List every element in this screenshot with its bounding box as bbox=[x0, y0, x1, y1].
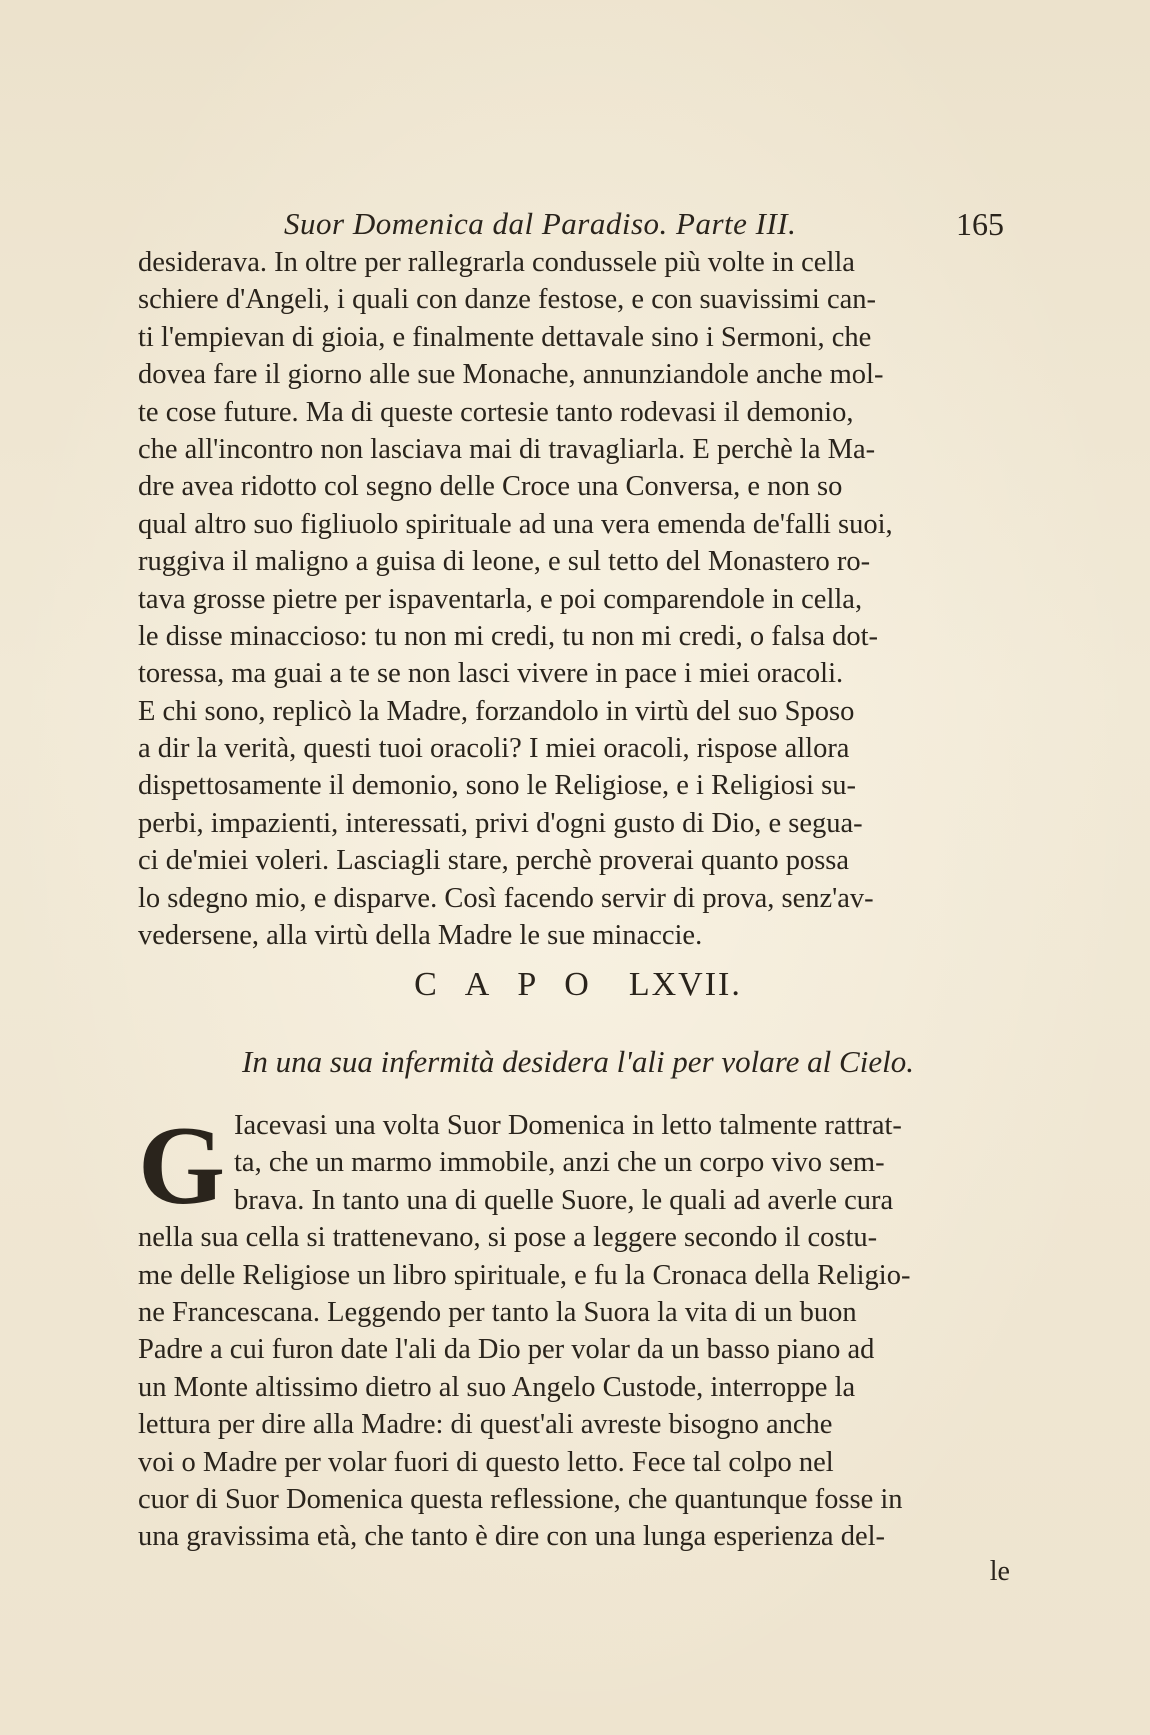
text-line: ci de'miei voleri. Lasciagli stare, perchè proverai quanto possa bbox=[138, 845, 850, 877]
text-line: dovea fare il giorno alle sue Monache, annunziandole anche mol- bbox=[138, 359, 884, 391]
text-line: te cose future. Ma di queste cortesie tanto rodevasi il demonio, bbox=[138, 396, 854, 428]
text-line: una gravissima età, che tanto è dire con una lunga esperienza del- bbox=[138, 1521, 886, 1553]
text-line: qual altro suo figliuolo spirituale ad una vera emenda de'falli suoi, bbox=[138, 508, 893, 540]
chapter-subtitle: In una sua infermità desidera l'ali per volare al Cielo. bbox=[242, 1044, 914, 1079]
text-line: perbi, impazienti, interessati, privi d'ogni gusto di Dio, e segua- bbox=[138, 807, 863, 839]
text-line: toressa, ma guai a te se non lasci vivere in pace i miei oracoli. bbox=[138, 658, 844, 690]
text-line: le disse minaccioso: tu non mi credi, tu non mi credi, o falsa dot- bbox=[138, 620, 879, 652]
text-line: ruggiva il maligno a guisa di leone, e sul tetto del Monastero ro- bbox=[138, 546, 871, 578]
chapter-heading bbox=[138, 966, 1018, 1004]
text-line: un Monte altissimo dietro al suo Angelo Custode, interroppe la bbox=[138, 1371, 856, 1403]
text-line: ne Francescana. Leggendo per tanto la Suora la vita di un buon bbox=[138, 1296, 857, 1328]
running-head bbox=[138, 206, 1018, 246]
text-line: vedersene, alla virtù della Madre le sue minaccie. bbox=[138, 920, 703, 952]
text-line: lettura per dire alla Madre: di quest'ali avreste bisogno anche bbox=[138, 1409, 833, 1441]
text-line: Iacevasi una volta Suor Domenica in letto talmente rattrat- bbox=[234, 1110, 902, 1141]
text-line: desiderava. In oltre per rallegrarla condussele più volte in cella bbox=[138, 247, 855, 278]
text-line: cuor di Suor Domenica questa reflessione, che quantunque fosse in bbox=[138, 1483, 903, 1515]
text-line: Padre a cui furon date l'ali da Dio per volar da un basso piano ad bbox=[138, 1334, 875, 1366]
text-line: a dir la verità, questi tuoi oracoli? I miei oracoli, rispose allora bbox=[138, 733, 850, 765]
text-line: dre avea ridotto col segno delle Croce una Conversa, e non so bbox=[138, 471, 843, 503]
running-title: Suor Domenica dal Paradiso. Parte III. bbox=[284, 206, 797, 241]
text-line: E chi sono, replicò la Madre, forzandolo in virtù del suo Sposo bbox=[138, 695, 855, 727]
page-number: 165 bbox=[956, 206, 1004, 242]
paragraph-1 bbox=[138, 244, 1018, 954]
text-line: me delle Religiose un libro spirituale, e fu la Cronaca della Religio- bbox=[138, 1259, 911, 1291]
drop-cap: G bbox=[138, 1104, 226, 1228]
paragraph-2 bbox=[138, 1104, 1018, 1556]
text-line: ta, che un marmo immobile, anzi che un corpo vivo sem- bbox=[234, 1147, 885, 1179]
chapter-number: LXVII. bbox=[628, 966, 742, 1003]
text-line: nella sua cella si trattenevano, si pose a leggere secondo il costu- bbox=[138, 1222, 878, 1254]
text-line: ti l'empievan di gioia, e finalmente dettavale sino i Sermoni, che bbox=[138, 321, 872, 353]
text-line: brava. In tanto una di quelle Suore, le quali ad averle cura bbox=[234, 1184, 894, 1216]
text-line: lo sdegno mio, e disparve. Così facendo servir di prova, senz'av- bbox=[138, 882, 874, 914]
chapter-label: CAPO bbox=[414, 966, 617, 1003]
text-line: tava grosse pietre per ispaventarla, e poi comparendole in cella, bbox=[138, 583, 863, 615]
text-line: dispettosamente il demonio, sono le Religiose, e i Religiosi su- bbox=[138, 770, 856, 802]
text-line: che all'incontro non lasciava mai di travagliarla. E perchè la Ma- bbox=[138, 433, 876, 465]
text-line: voi o Madre per volar fuori di questo letto. Fece tal colpo nel bbox=[138, 1446, 834, 1478]
catchword: le bbox=[989, 1556, 1010, 1587]
text-line: schiere d'Angeli, i quali con danze festose, e con suavissimi can- bbox=[138, 284, 876, 316]
